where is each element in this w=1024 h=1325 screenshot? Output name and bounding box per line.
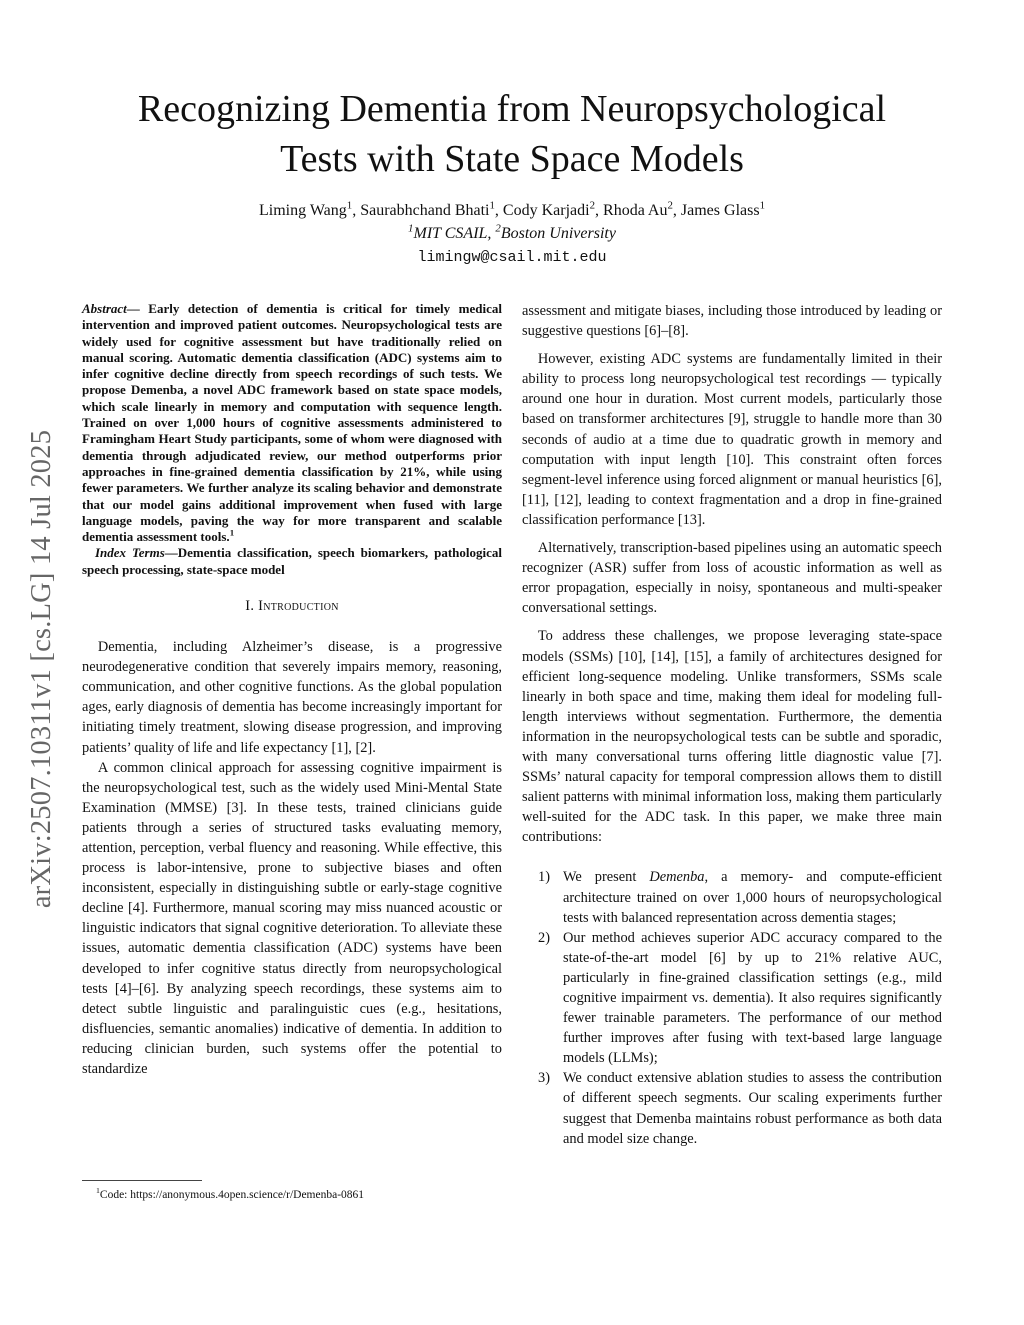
list-item: [522, 928, 942, 1069]
affiliation-number: 2: [495, 222, 501, 235]
author-affiliation-mark: 2: [589, 199, 596, 212]
body-paragraph: To address these challenges, we propose leveraging state-space models (SSMs) [10], [14], [15], a family of architectures designed for efficient long-sequence modeling. Unlike transformers, SSMs scale linearly in both space and time, making them ideal for modeling full-length interviews without segmentation. Furthermore, the dementia information in the neuropsychological tests can be subtle and sporadic, with many conversational turns offering little diagnostic value [7]. SSMs’ natural capacity for temporal compression allows them to distill salient patterns with minimal information loss, making them particularly well-suited for the ADC task. In this paper, we make three main contributions:: [522, 628, 942, 846]
footnote-number: 1: [96, 1186, 100, 1196]
abstract: [82, 301, 502, 545]
arxiv-id-text: arXiv:2507.10311v1 [cs.LG] 14 Jul 2025: [26, 429, 58, 908]
list-item: [522, 1068, 942, 1148]
affiliation-list: $^1$MIT CSAIL, $^2$Boston University: [408, 222, 616, 242]
body-paragraph: Dementia, including Alzheimer’s disease, is a progressive neurodegenerative condition that severely impairs memory, reasoning, communication, and other cognitive functions. As the global population ages, early diagnosis of dementia has become increasingly important for initiating timely treatment, slowing disease progression, and improving patients’ quality of life and life expectancy [1], [2].: [82, 639, 502, 756]
affiliation-number: 1: [408, 222, 414, 235]
list-item-text: We conduct extensive ablation studies to assess the contribution of different speech segments. Our scaling experiments further suggest that Demenba maintains robust performance as both data and model size change.: [563, 1070, 942, 1147]
list-item: [522, 867, 942, 927]
body-paragraph: Alternatively, transcription-based pipelines using an automatic speech recognizer (ASR) suffer from loss of acoustic information as well as error propagation, especially in noisy, spontaneous and multi-speaker conversational settings.: [522, 540, 942, 617]
title-line-2: Tests with State Space Models: [280, 138, 744, 180]
index-terms-text: —Dementia classification, speech biomarkers, pathological speech processing, state-space model: [82, 545, 502, 577]
author-affiliation-mark: 1: [489, 199, 495, 212]
section-heading-introduction: [82, 598, 502, 615]
index-terms: [82, 545, 502, 578]
author-affiliation-mark: 2: [667, 199, 673, 212]
abstract-text: — Early detection of dementia is critical for timely medical intervention and improved patient outcomes. Neuropsychological tests are widely used for cognitive assessment but have traditionally relied on manual scoring. Automatic dementia classification (ADC) systems aim to infer cognitive decline directly from speech recordings of such tests. We propose Demenba, a novel ADC framework based on state space models, which scale linearly in memory and computation with sequence length. Trained on over 1,000 hours of cognitive assessments administered to Framingham Heart Study participants, some of whom were diagnosed with dementia through adjudicated review, our method outperforms prior approaches in fine-grained dementia classification by 21%, while using fewer parameters. We further analyze its scaling behavior and demonstrate that our model gains additional improvement when fused with large language models, paving the way for more transparent and scalable dementia assessment tools.: [82, 301, 502, 545]
author-name: Rhoda Au: [603, 202, 668, 219]
list-item-number: 1): [538, 869, 550, 886]
footnote-mark: 1: [229, 527, 235, 538]
footnote: [96, 1188, 364, 1202]
body-paragraph: assessment and mitigate biases, including those introduced by leading or suggestive questions [6]–[8].: [522, 303, 942, 340]
section-number: I.: [245, 598, 255, 615]
footnote-text: Code: https://anonymous.4open.science/r/Demenba-0861: [99, 1189, 365, 1201]
list-item-emphasis: Demenba: [649, 869, 705, 886]
affiliation-name: Boston University: [500, 225, 616, 242]
list-item-text: , a memory- and compute-efficient architecture trained on over 1,000 hours of neuropsychological tests with balanced representation across dementia stages;: [563, 869, 942, 926]
author-name: Saurabhchand Bhati: [360, 202, 490, 219]
affiliation-name: MIT CSAIL: [413, 225, 488, 242]
section-title: Introduction: [258, 598, 339, 615]
index-terms-label: Index Terms: [95, 545, 165, 561]
list-item-text: Our method achieves superior ADC accuracy compared to the state-of-the-art model [6] by up to 21% relative AUC, particularly in fine-grained classification settings (e.g., mild cognitive impairment vs. dementia). It also requires significantly fewer trainable parameters. The performance of our method further improves after fusing with text-based large language models (LLMs);: [563, 929, 942, 1067]
author-affiliation-mark: 1: [759, 199, 765, 212]
list-item-number: 2): [538, 929, 550, 946]
author-list: Liming Wang$^1$, Saurabhchand Bhati$^1$, Cody Karjadi$^2$, Rhoda Au$^2$, James Glass$^1$: [259, 199, 765, 219]
list-item-text: We present: [563, 869, 650, 886]
author-affiliation-mark: 1: [346, 199, 353, 212]
contribution-list: [522, 867, 942, 1148]
body-paragraph: A common clinical approach for assessing cognitive impairment is the neuropsychological test, such as the widely used Mini-Mental State Examination (MMSE) [3]. In these tests, trained clinicians guide patients through a series of structured tasks evaluating memory, attention, perception, verbal fluency and reasoning. While effective, this process is labor-intensive, prone to subjective biases and often inconsistent, especially in distinguishing subtle or early-stage cognitive decline [4]. Furthermore, manual scoring may miss nuanced acoustic or linguistic indicators that signal cognitive deterioration. To alleviate these issues, automatic dementia classification (ADC) systems have been developed to infer cognitive status directly from neuropsychological tests [4]–[6]. By analyzing speech recordings, these systems aim to detect subtle linguistic and paralinguistic cues (e.g., hesitations, disfluencies, semantic anomalies) indicative of dementia. In addition to reducing clinician burden, such systems offer the potential to standardize: [82, 759, 502, 1078]
paper-title: [60, 84, 964, 184]
footnote-divider: [82, 1180, 202, 1181]
contact-email: limingw@csail.mit.edu: [417, 249, 607, 266]
arxiv-identifier-stamp: [6, 376, 78, 961]
author-name: Cody Karjadi: [502, 202, 590, 219]
left-column: [82, 301, 502, 1079]
abstract-label: Abstract: [82, 301, 127, 316]
body-paragraph: However, existing ADC systems are fundamentally limited in their ability to process long neuropsychological test recordings — typically around one hour in duration. Most current models, particularly those based on transformer architectures [9], struggle to handle more than 30 seconds of audio at a time due to quadratic growth in memory and computation with input length [10]. This constraint often forces segment-level inference using forced alignment or manual heuristics [6], [11], [12], leading to context fragmentation and a drop in fine-grained classification performance [13].: [522, 351, 942, 528]
list-item-number: 3): [538, 1070, 550, 1087]
right-column: [522, 301, 942, 1149]
author-name: James Glass: [680, 202, 760, 219]
author-name: Liming Wang: [259, 202, 347, 219]
title-line-1: Recognizing Dementia from Neuropsychological: [137, 88, 887, 130]
